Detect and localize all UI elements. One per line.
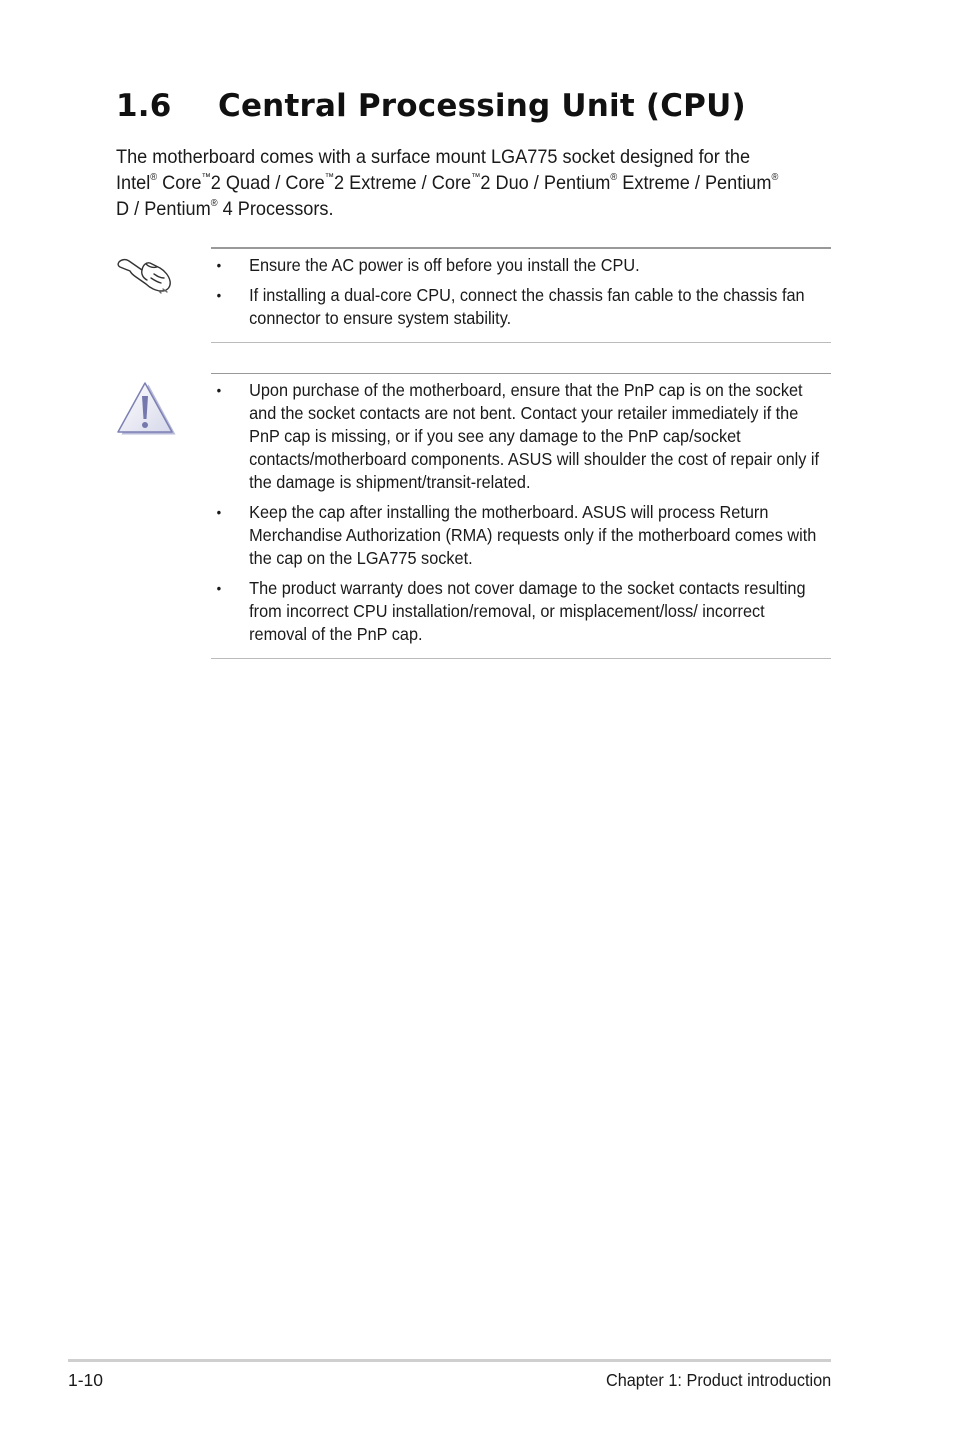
note-list bbox=[211, 249, 831, 330]
intro-paragraph bbox=[116, 144, 786, 222]
trademark-mark: ™ bbox=[471, 171, 481, 183]
registered-mark: ® bbox=[150, 171, 158, 183]
bullet: • bbox=[216, 504, 222, 520]
list-item bbox=[211, 284, 826, 330]
registered-mark: ® bbox=[610, 171, 618, 183]
warning-text: Keep the cap after installing the motherboard. ASUS will process Return Merchandise Authorization (RMA) requests only if the motherboard comes with the cap on the LGA775 socket. bbox=[249, 502, 817, 568]
intro-text: 2 Duo / Pentium bbox=[480, 172, 611, 194]
intro-text: 2 Extreme / Core bbox=[333, 172, 472, 194]
list-item bbox=[211, 577, 826, 646]
footer-divider bbox=[68, 1359, 831, 1362]
hand-pointer-icon bbox=[116, 250, 174, 294]
bullet: • bbox=[216, 257, 222, 273]
warning-list bbox=[211, 374, 831, 646]
intro-text: Core bbox=[157, 172, 202, 194]
trademark-mark: ™ bbox=[201, 171, 211, 183]
intro-text: 4 Processors. bbox=[217, 198, 334, 220]
bullet: • bbox=[216, 382, 222, 398]
trademark-mark: ™ bbox=[324, 171, 334, 183]
list-item bbox=[211, 379, 826, 494]
page-number: 1-10 bbox=[68, 1370, 104, 1390]
warning-text: The product warranty does not cover damage to the socket contacts resulting from incorrect CPU installation/removal, or misplacement/loss/ incorrect removal of the PnP cap. bbox=[249, 578, 806, 644]
warning-text: Upon purchase of the motherboard, ensure that the PnP cap is on the socket and the socket contacts are not bent. Contact your retailer immediately if the PnP cap is missing, or if you see any damage to the PnP cap/socket contacts/motherboard components. ASUS will shoulder the cost of repair only if the damage is shipment/transit-related. bbox=[249, 380, 820, 492]
intro-text: 2 Quad / Core bbox=[210, 172, 325, 194]
warning-box bbox=[211, 373, 831, 659]
note-text: Ensure the AC power is off before you install the CPU. bbox=[249, 255, 640, 275]
registered-mark: ® bbox=[210, 197, 218, 209]
bullet: • bbox=[216, 287, 222, 303]
section-title-text: Central Processing Unit (CPU) bbox=[218, 88, 746, 124]
warning-triangle-icon bbox=[116, 380, 176, 436]
bullet: • bbox=[216, 580, 222, 596]
chapter-title: Chapter 1: Product introduction bbox=[605, 1370, 831, 1390]
list-item bbox=[211, 501, 826, 570]
intro-text: Extreme / Pentium bbox=[617, 172, 772, 194]
note-box bbox=[211, 247, 831, 343]
registered-mark: ® bbox=[771, 171, 779, 183]
section-number: 1.6 bbox=[116, 88, 172, 124]
intro-text: D / Pentium bbox=[116, 198, 211, 220]
list-item bbox=[211, 254, 826, 277]
section-title bbox=[116, 88, 746, 124]
note-text: If installing a dual-core CPU, connect the chassis fan cable to the chassis fan connector to ensure system stability. bbox=[249, 285, 805, 328]
intro-text: The motherboard comes with a surface mount LGA775 socket designed for the Intel bbox=[116, 146, 751, 194]
